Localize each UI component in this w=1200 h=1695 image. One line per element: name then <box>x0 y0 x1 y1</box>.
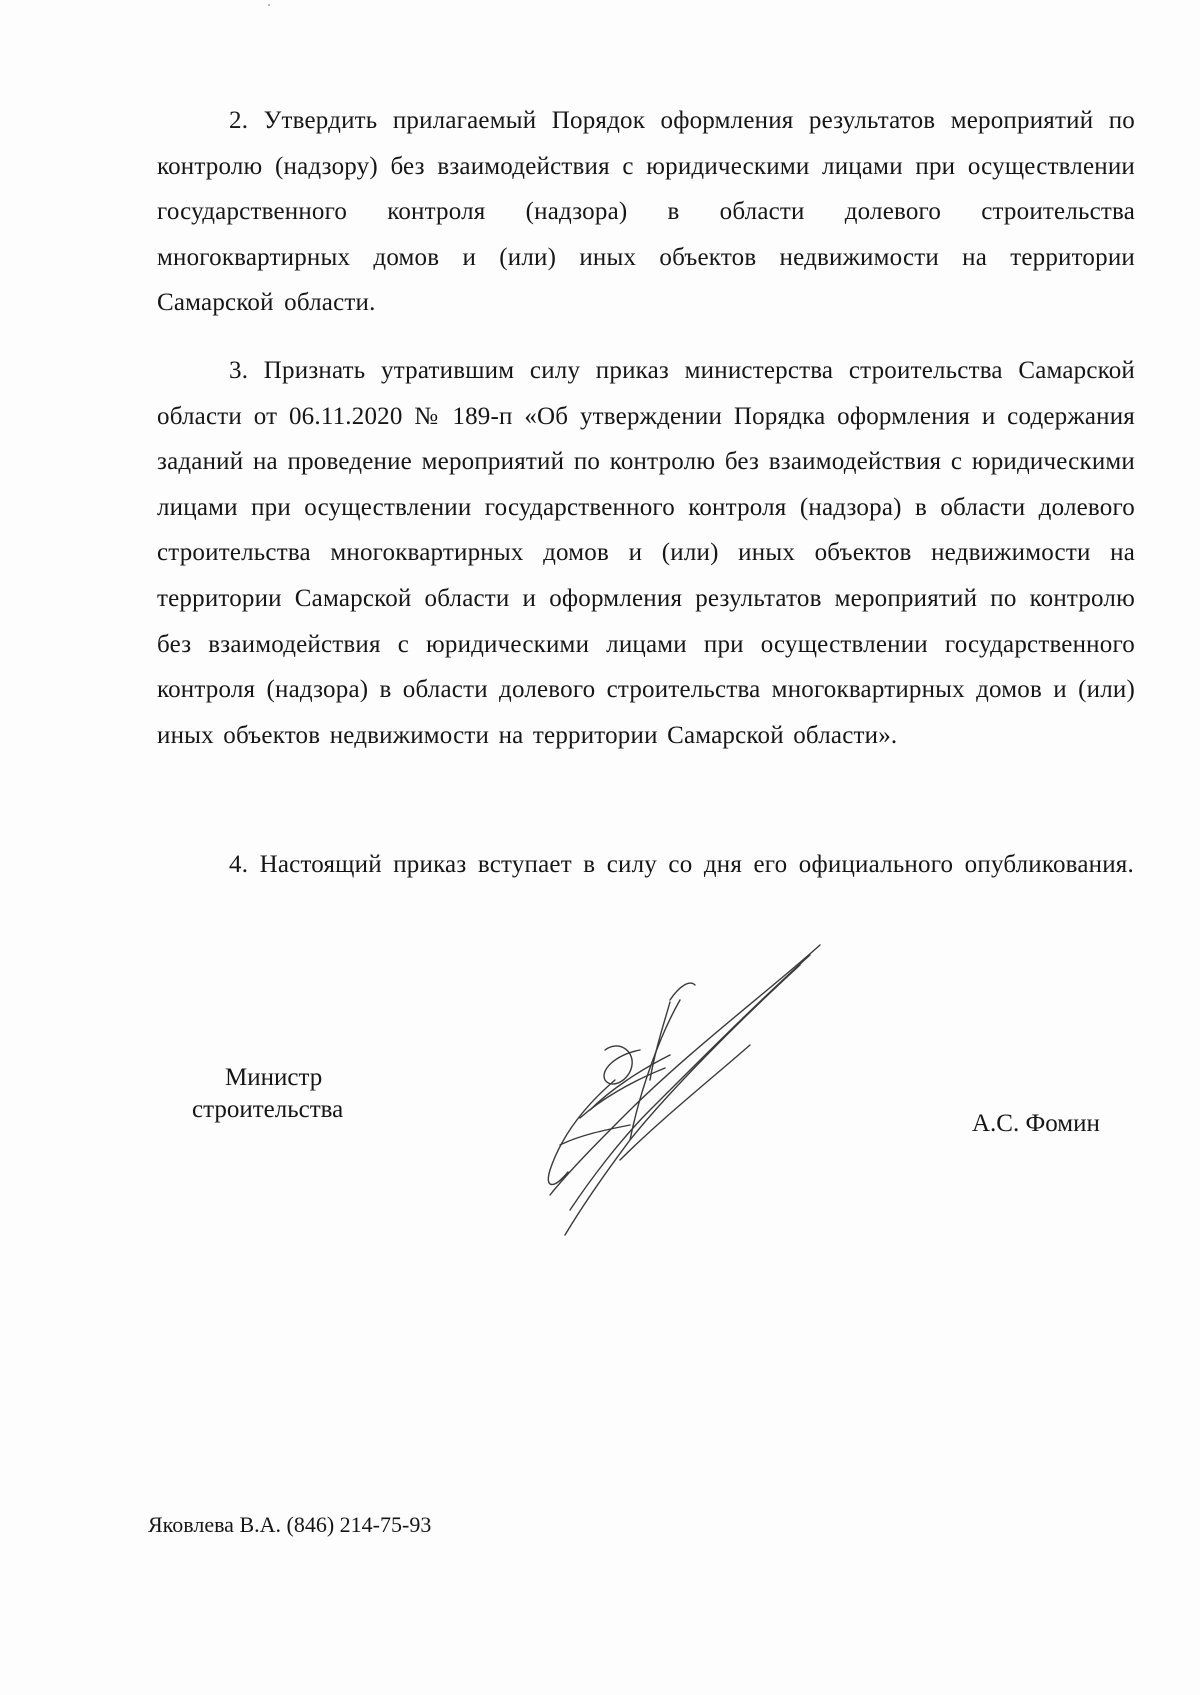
footer-contact: Яковлева В.А. (846) 214-75-93 <box>148 1512 432 1537</box>
paragraph-3: 3. Признать утратившим силу приказ министерства строительства Самарской области от 06.11.2020 № 189-п «Об утверждении Порядка оформления и содержания заданий на проведение мероприятий по контролю без взаимодействия с юридическими лицами при осуществлении государственного контроля (надзора) в области долевого строительства многоквартирных домов и (или) иных объектов недвижимости на территории Самарской области и оформления результатов мероприятий по контролю без взаимодействия с юридическими лицами при осуществлении государственного контроля (надзора) в области долевого строительства многоквартирных домов и (или) иных объектов недвижимости на территории Самарской области». <box>157 357 1135 749</box>
scan-artifact <box>268 4 270 6</box>
paragraph-4: 4. Настоящий приказ вступает в силу со дня его официального опубликования. <box>229 851 1134 878</box>
signatory-title-line-2: строительства <box>192 1096 344 1123</box>
paragraph-2: 2. Утвердить прилагаемый Порядок оформления результатов мероприятий по контролю (надзору) без взаимодействия с юридическими лицами при осуществлении государственного контроля (надзора) в области долевого строительства многоквартирных домов и (или) иных объектов недвижимости на территории Самарской области. <box>157 107 1135 317</box>
signer-name: А.С. Фомин <box>972 1110 1100 1137</box>
handwritten-signature <box>520 940 840 1240</box>
signatory-title-line-1: Министр <box>225 1064 323 1091</box>
